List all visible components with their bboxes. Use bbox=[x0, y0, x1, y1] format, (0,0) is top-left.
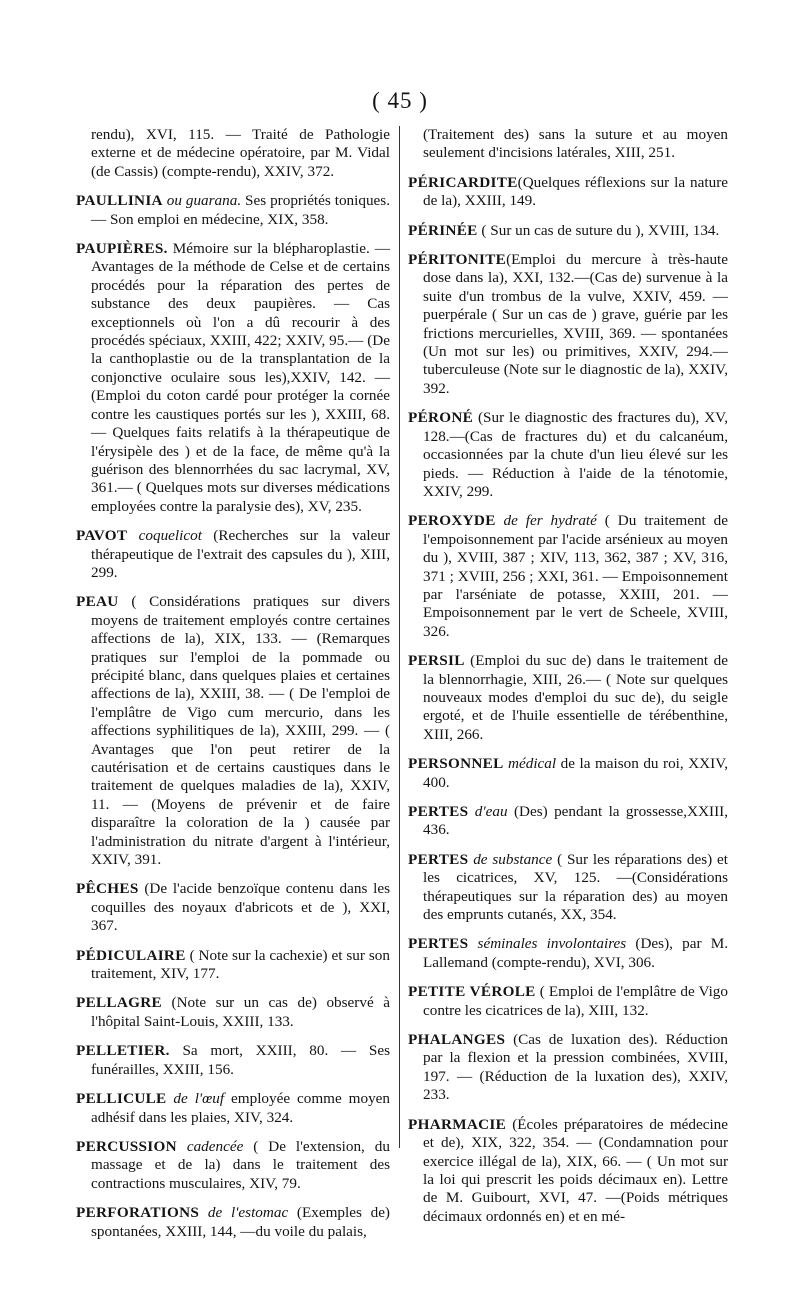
entry-headword: PAUPIÈRES. bbox=[76, 240, 168, 258]
index-entry bbox=[76, 1090, 390, 1127]
index-entry bbox=[408, 851, 728, 925]
entry-text: (Sur le diagnostic des fractures du), XV, 128.—(Cas de fractures du) et du calcanéum, occasionnées par la chute d'un lieu élevé sur les pieds. — Réduction à l'aide de la ténotomie, XXIV, 299. bbox=[423, 409, 728, 500]
entry-text: employée comme moyen adhésif dans les plaies, XIV, 324. bbox=[91, 1090, 390, 1126]
entry-headword: PHARMACIE bbox=[408, 1115, 507, 1133]
index-entry bbox=[408, 174, 728, 211]
entry-text: (Emploi du mercure à très-haute dose dans la), XXI, 132.—(Cas de) survenue à la suite d'un trombus de la vulve, XXIV, 459. — puerpérale ( Sur un cas de ) grave, guérie par les frictions mercurielles, XVIII, 369. — spontanées (Un mot sur les) ou primitives, XXIV, 294.— tuberculeuse (Note sur le diagnostic de la), XXIV, 392. bbox=[423, 251, 728, 397]
index-entry bbox=[408, 652, 728, 744]
entry-headword: PÉDICULAIRE bbox=[76, 946, 186, 964]
entry-qualifier: médical bbox=[503, 755, 557, 773]
entry-headword: PEROXYDE bbox=[408, 512, 496, 530]
entry-text: Ses propriétés toniques. — Son emploi en médecine, XIX, 358. bbox=[91, 192, 390, 228]
index-entry bbox=[408, 1031, 728, 1105]
index-entry bbox=[408, 755, 728, 792]
index-entry-continuation bbox=[76, 126, 390, 181]
index-entry bbox=[76, 994, 390, 1031]
index-entry bbox=[408, 409, 728, 501]
index-entry bbox=[408, 1116, 728, 1226]
entry-headword: PÉRINÉE bbox=[408, 221, 478, 239]
entry-headword: PAVOT bbox=[76, 527, 128, 545]
entry-headword: PAULLINIA bbox=[76, 192, 163, 210]
index-entry bbox=[408, 983, 728, 1020]
entry-headword: PHALANGES bbox=[408, 1031, 506, 1049]
entry-headword: PÊCHES bbox=[76, 880, 139, 898]
entry-text: ( Sur un cas de suture du ), XVIII, 134. bbox=[477, 221, 720, 239]
entry-headword: PELLETIER. bbox=[76, 1042, 170, 1060]
index-entry bbox=[76, 1204, 390, 1241]
index-entry bbox=[408, 222, 728, 240]
entry-qualifier: ou guarana. bbox=[162, 192, 242, 210]
entry-headword: PÉRICARDITE bbox=[408, 173, 518, 191]
entry-text: (Recherches sur la valeur thérapeutique de l'extrait des capsules du ), XIII, 299. bbox=[91, 527, 390, 581]
entry-headword: PEAU bbox=[76, 593, 119, 611]
index-entry bbox=[408, 803, 728, 840]
entry-qualifier: coquelicot bbox=[127, 527, 202, 545]
right-column bbox=[408, 126, 728, 1237]
index-entry bbox=[76, 1042, 390, 1079]
entry-text: (Emploi du suc de) dans le traitement de la blennorrhagie, XIII, 26.— ( Note sur quelques nouveaux modes d'emploi du suc de), du seigle ergoté, et de l'huile essentielle de térébenthine, XIII, 266. bbox=[423, 652, 728, 743]
entry-headword: PETITE VÉROLE bbox=[408, 983, 536, 1001]
entry-text: Sa mort, XXIII, 80. — Ses funérailles, XXIII, 156. bbox=[91, 1042, 390, 1078]
entry-text: (Traitement des) sans la suture et au moyen seulement d'incisions latérales, XIII, 251. bbox=[423, 126, 728, 162]
entry-text: (De l'acide benzoïque contenu dans les coquilles des noyaux d'abricots et de ), XXI, 367. bbox=[91, 880, 390, 935]
entry-headword: PERSONNEL bbox=[408, 755, 504, 773]
index-entry bbox=[408, 512, 728, 641]
index-entry bbox=[76, 947, 390, 984]
entry-qualifier: d'eau bbox=[468, 803, 508, 820]
left-column bbox=[76, 126, 390, 1252]
entry-headword: PERTES bbox=[408, 935, 469, 953]
entry-text: (Exemples de) spontanées, XXIII, 144, —du voile du palais, bbox=[91, 1204, 390, 1240]
entry-text: (Des) pendant la grossesse,XXIII, 436. bbox=[423, 803, 729, 839]
entry-text: ( Du traitement de l'empoisonnement par l'acide arsénieux au moyen du ), XVIII, 387 ; XIV, 113, 362, 387 ; XV, 316, 371 ; XVIII, 256 ; XXI, 361. — Empoisonnement par l'arséniate de potasse, XXIII, 201. — Empoisonnement par le vert de Scheele, XVIII, 326. bbox=[423, 512, 728, 640]
entry-headword: PELLICULE bbox=[76, 1090, 167, 1108]
column-divider bbox=[399, 126, 400, 1148]
entry-text: (Note sur un cas de) observé à l'hôpital Saint-Louis, XXIII, 133. bbox=[91, 994, 390, 1030]
entry-text: ( Sur les réparations des) et les cicatrices, XV, 125. —(Considérations thérapeutiques sur la réparation des) au moyen des emprunts cutanés, XX, 354. bbox=[423, 850, 729, 924]
index-entry bbox=[408, 251, 728, 398]
entry-text: ( De l'extension, du massage et de la) dans le traitement des contractions musculaires, XIV, 79. bbox=[91, 1137, 390, 1192]
entry-headword: PÉRONÉ bbox=[408, 409, 474, 427]
index-entry bbox=[408, 935, 728, 972]
entry-headword: PERSIL bbox=[408, 652, 465, 670]
entry-text: (Écoles préparatoires de médecine et de), XIX, 322, 354. — (Condamnation pour exercice illégal de la), XIX, 66. — ( Un mot sur la loi qui prescrit les poids décimaux en). Lettre de M. Guibourt, XVI, 47. —(Poids métriques décimaux ordonnés en) et en mé- bbox=[423, 1115, 728, 1225]
index-entry bbox=[76, 880, 390, 935]
entry-text: (Des), par M. Lallemand (compte-rendu), XVI, 306. bbox=[423, 935, 728, 971]
entry-text: (Cas de luxation des). Réduction par la flexion et la pression combinées, XVIII, 197. — (Réduction de la luxation des), XXIV, 233. bbox=[423, 1031, 728, 1104]
entry-text: ( Considérations pratiques sur divers moyens de traitement employés contre certaines affections de la), XIX, 133. — (Remarques pratiques sur l'emploi de la pommade ou précipité blanc, dans quelques plaies et certaines affections de la), XXIII, 38. — ( De l'emploi de l'emplâtre de Vigo cum mercurio, dans les affections syphilitiques de la), XXIII, 299. — ( Avantages que l'on peut retirer de la cautérisation et de certains caustiques dans le traitement de quelques maladies de la), XXIV, 11. — (Moyens de prévenir et de faire disparaître la coloration de la ) causée par l'administration du nitrate d'argent à l'intérieur, XXIV, 391. bbox=[91, 593, 390, 869]
entry-qualifier: de fer hydraté bbox=[495, 512, 597, 530]
entry-text: de la maison du roi, XXIV, 400. bbox=[423, 755, 728, 791]
entry-text: ( Emploi de l'emplâtre de Vigo contre les cicatrices de la), XIII, 132. bbox=[423, 983, 728, 1019]
entry-headword: PERTES bbox=[408, 803, 469, 820]
entry-qualifier: de l'œuf bbox=[166, 1090, 225, 1108]
index-entry bbox=[76, 593, 390, 869]
entry-headword: PERFORATIONS bbox=[76, 1204, 200, 1222]
entry-text: ( Note sur la cachexie) et sur son traitement, XIV, 177. bbox=[91, 946, 390, 983]
index-entry bbox=[76, 527, 390, 582]
entry-text: rendu), XVI, 115. — Traité de Pathologie externe et de médecine opératoire, par M. Vidal (de Cassis) (compte-rendu), XXIV, 372. bbox=[91, 126, 390, 180]
entry-qualifier: de l'estomac bbox=[199, 1204, 289, 1222]
entry-headword: PERTES bbox=[408, 850, 469, 868]
entry-qualifier: cadencée bbox=[176, 1137, 244, 1155]
index-entry-continuation bbox=[408, 126, 728, 163]
entry-headword: PERCUSSION bbox=[76, 1137, 177, 1155]
index-entry bbox=[76, 192, 390, 229]
entry-text: (Quelques réflexions sur la nature de la), XXIII, 149. bbox=[423, 173, 728, 210]
entry-qualifier: de substance bbox=[468, 850, 553, 868]
index-entry bbox=[76, 240, 390, 516]
entry-headword: PELLAGRE bbox=[76, 994, 162, 1012]
page-number: ( 45 ) bbox=[372, 88, 428, 113]
entry-headword: PÉRITONITE bbox=[408, 251, 507, 269]
index-entry bbox=[76, 1138, 390, 1193]
entry-qualifier: séminales involontaires bbox=[468, 935, 627, 953]
entry-text: Mémoire sur la blépharoplastie. — Avantages de la méthode de Celse et de certains procédés pour la réparation des pertes de substance des deux paupières. — Cas exceptionnels où l'on a dû recourir à des procédés spéciaux, XXIII, 422; XXIV, 95.— (De la canthoplastie ou de la transplantation de la conjonctive oculaire sous les),XXIV, 142. —(Emploi du coton cardé pour protéger la cornée contre les caustiques portés sur les ), XXIII, 68. — Quelques faits relatifs à la thérapeutique de l'érysipèle des ) et de la face, de même qu'à la guérison des blennorrhées du sac lacrymal, XV, 361.— ( Quelques mots sur diverses médications employées contre la paralysie des), XV, 235. bbox=[91, 240, 390, 515]
